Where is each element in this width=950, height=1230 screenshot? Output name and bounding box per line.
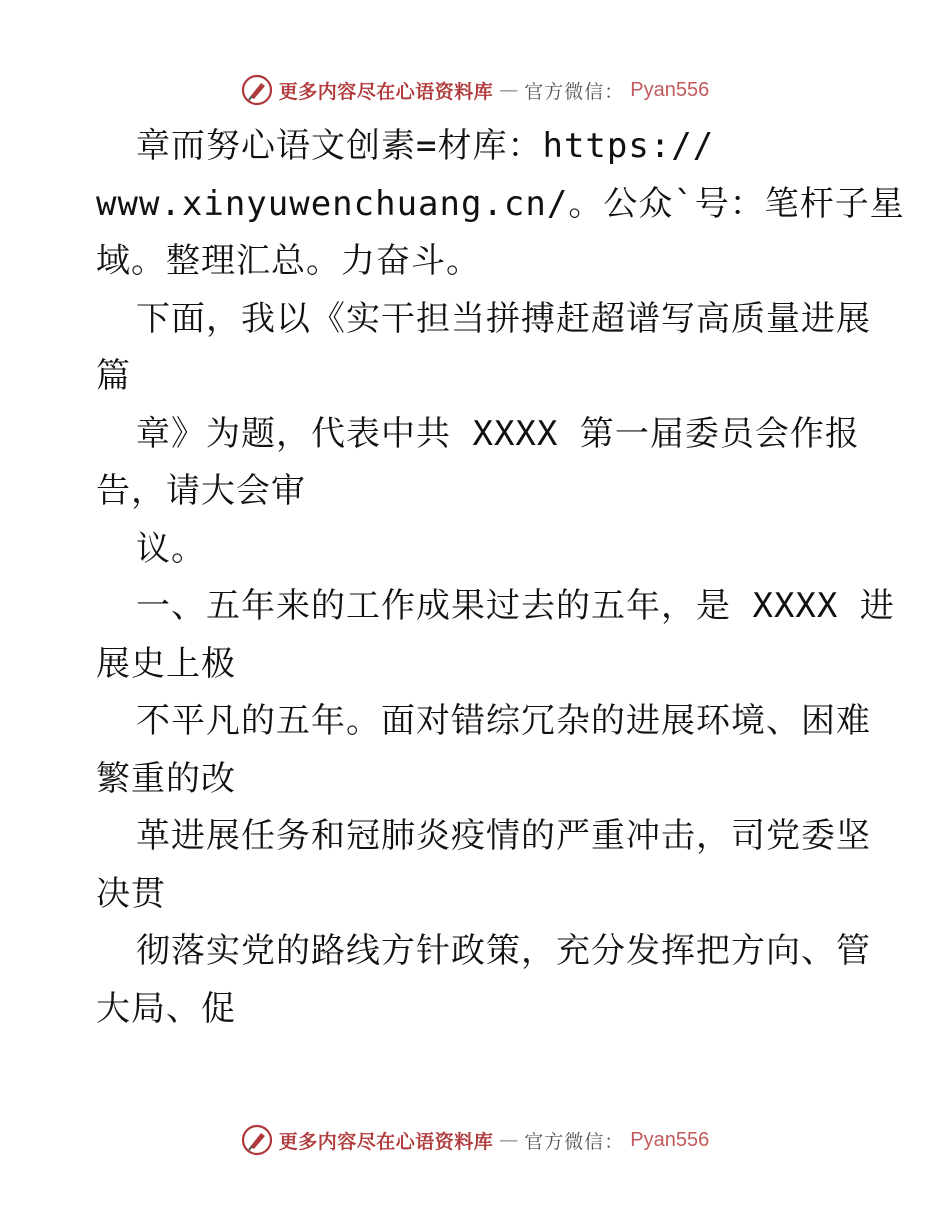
footer-brand-text: 更多内容尽在心语资料库: [278, 1130, 494, 1153]
header-separator: —: [499, 79, 519, 101]
body-line: 繁重的改: [96, 758, 236, 799]
body-line: 篇: [96, 356, 131, 396]
header-wechat-id: Pyan556: [630, 78, 710, 101]
footer-wechat-id: Pyan556: [630, 1128, 710, 1151]
body-line: 下面，我以《实干担当拼搏赶超谱写高质量进展: [136, 298, 871, 339]
header-banner: [0, 70, 950, 110]
body-line: 议。: [136, 528, 206, 569]
body-line: 展史上极: [96, 643, 236, 684]
body-line: 大局、促: [96, 988, 236, 1029]
body-line: 革进展任务和冠肺炎疫情的严重冲击，司党委坚: [136, 816, 871, 856]
body-line: 一、五年来的工作成果过去的五年，是 XXXX 进: [136, 586, 895, 626]
body-line: www.xinyuwenchuang.cn/。公众`号：笔杆子星: [96, 183, 905, 224]
body-line: 决贯: [96, 873, 166, 914]
footer-separator: —: [499, 1129, 519, 1151]
pen-feather-logo-icon: [241, 74, 273, 106]
header-brand-text: 更多内容尽在心语资料库: [278, 80, 494, 103]
body-line: 彻落实党的路线方针政策，充分发挥把方向、管: [136, 931, 871, 971]
footer-official-label: 官方微信：: [524, 1130, 625, 1153]
document-body: [96, 118, 905, 1038]
body-line: 不平凡的五年。面对错综冗杂的进展环境、困难: [136, 701, 871, 741]
pen-feather-logo-icon: [241, 1124, 273, 1156]
body-line: 章》为题，代表中共 XXXX 第一届委员会作报: [136, 413, 860, 454]
body-line: 域。整理汇总。力奋斗。: [96, 241, 481, 281]
body-line: 章而努心语文创素=材库：https://: [136, 126, 715, 166]
header-official-label: 官方微信：: [524, 80, 625, 103]
body-line: 告，请大会审: [96, 471, 306, 511]
footer-banner: [0, 1120, 950, 1160]
